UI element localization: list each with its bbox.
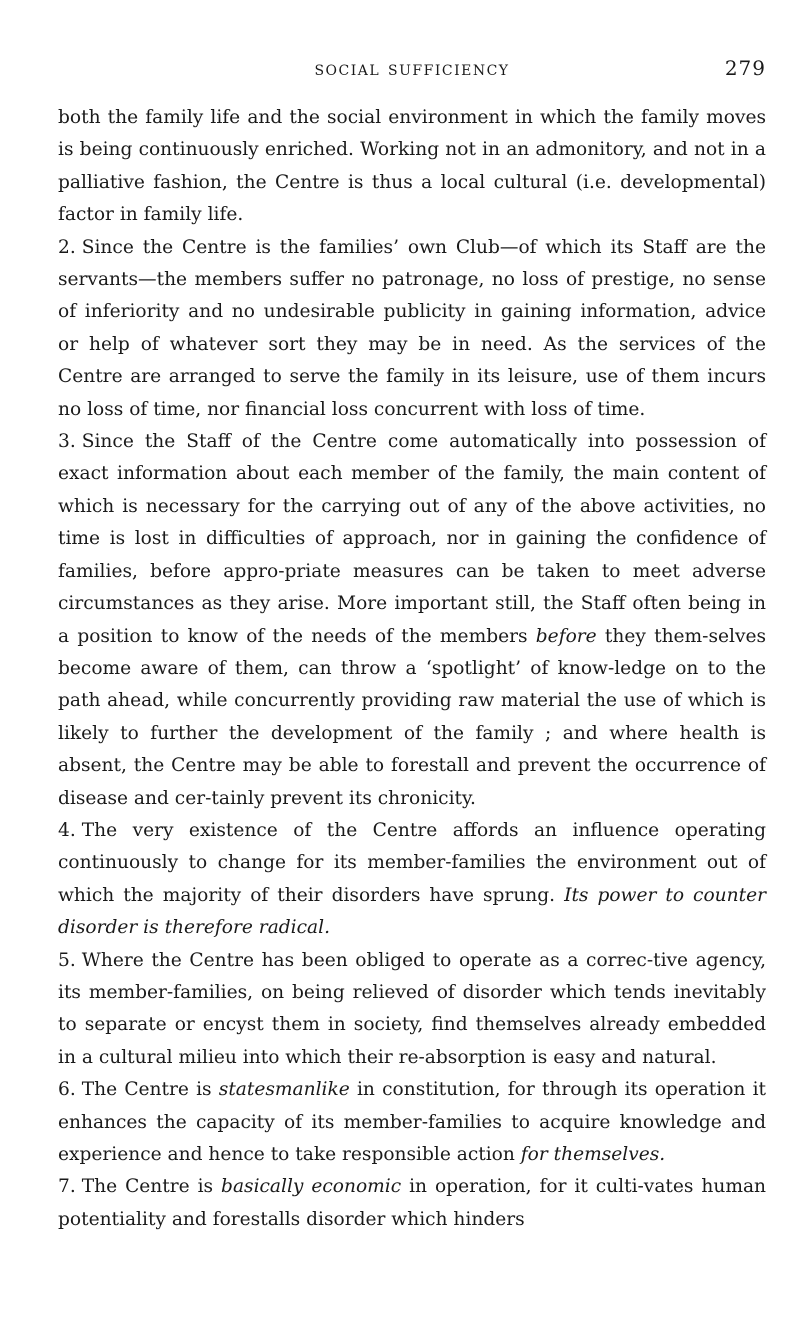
paragraph-text: both the family life and the social environment in which the family moves is being continuously enriched. Working not in an admonitory, and not in a palliative fashion, the Centre is thus a local cultural (i.e. developmental) factor in family life.	[58, 107, 766, 226]
paragraph-number: 7.	[58, 1176, 76, 1198]
emphasis-text: before	[535, 625, 597, 647]
page-number: 279	[724, 56, 766, 80]
running-head	[58, 56, 766, 88]
paragraph-3	[58, 426, 766, 815]
paragraph-6	[58, 1074, 766, 1171]
body-text	[58, 102, 766, 1236]
paragraph-text: Since the Staff of the Centre come automatically into possession of exact information about each member of the family, the main content of which is necessary for the carrying out of any of the above activities, no time is lost in difficulties of approach, nor in gaining the confidence of families, before appro-priate measures can be taken to meet adverse circumstances as they arise. More important still, the Staff often being in a position to know of the needs of the members	[58, 431, 766, 647]
paragraph-4	[58, 815, 766, 945]
paragraph-number: 6.	[58, 1079, 76, 1101]
paragraph-text: The Centre is	[81, 1176, 222, 1198]
paragraph-text: Since the Centre is the families’ own Club—of which its Staff are the servants—the members suffer no patronage, no loss of prestige, no sense of inferiority and no undesirable publicity in gaining information, advice or help of whatever sort they may be in need. As the services of the Centre are arranged to serve the family in its leisure, use of them incurs no loss of time, nor financial loss concurrent with loss of time.	[58, 236, 766, 420]
emphasis-text: statesmanlike	[218, 1079, 350, 1101]
paragraph-text: The Centre is	[81, 1079, 219, 1101]
paragraph-text: in constitution, for through its operation it enhances the capacity of its member-families to acquire knowledge and experience and hence to take responsible action	[58, 1079, 766, 1165]
paragraph-text: they them-selves become aware of them, can throw a ‘spotlight’ of know-ledge on to the path ahead, while concurrently providing raw material the use of which is likely to further the development of the family ; and where health is absent, the Centre may be able to forestall and prevent the occurrence of disease and cer-tainly prevent its chronicity.	[58, 625, 767, 809]
paragraph-text: The very existence of the Centre affords an influence operating continuously to change for its member-families the environment out of which the majority of their disorders have sprung.	[58, 819, 766, 906]
paragraph-2	[58, 232, 766, 426]
paragraph-continuation	[58, 102, 766, 232]
paragraph-number: 2.	[58, 236, 76, 258]
paragraph-number: 3.	[58, 431, 76, 453]
paragraph-number: 5.	[58, 949, 76, 971]
paragraph-number: 4.	[58, 819, 76, 841]
book-page	[58, 56, 766, 1236]
running-title: social sufficiency	[314, 56, 510, 80]
emphasis-text: Its power to counter disorder is therefore radical.	[58, 884, 766, 939]
paragraph-text: Where the Centre has been obliged to operate as a correc-tive agency, its member-families, on being relieved of disorder which tends inevitably to separate or encyst them in society, find themselves already embedded in a cultural milieu into which their re-absorption is easy and natural.	[58, 949, 766, 1068]
paragraph-text: in operation, for it culti-vates human potentiality and forestalls disorder which hinders	[58, 1176, 767, 1230]
paragraph-5	[58, 945, 766, 1075]
paragraph-7	[58, 1171, 766, 1236]
emphasis-text: basically economic	[221, 1176, 402, 1198]
emphasis-text: for themselves.	[520, 1144, 666, 1165]
